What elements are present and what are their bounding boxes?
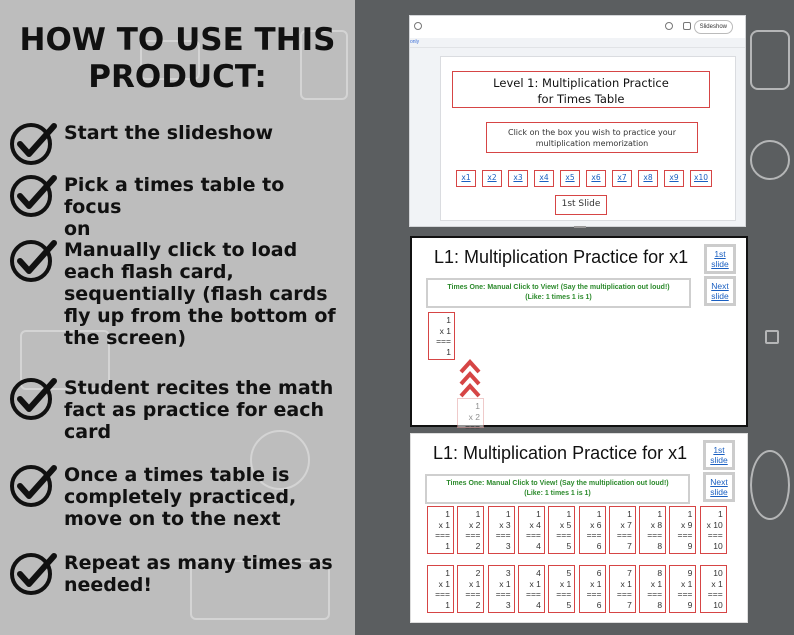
flash-card[interactable] — [548, 506, 575, 554]
flash-card-line: 10 — [713, 568, 723, 578]
flash-card-line: === — [465, 530, 481, 540]
flash-card-line: x 6 — [590, 519, 602, 530]
flash-card-line: 5 — [566, 599, 572, 610]
flash-card-line: === — [707, 530, 723, 540]
flash-card-line: x 1 — [438, 519, 450, 530]
step-text: Repeat as many times as needed! — [64, 552, 333, 596]
flash-card-line: === — [677, 589, 693, 599]
step-text: Pick a times table to focus on — [64, 174, 285, 240]
flash-card-line: 1 — [596, 509, 602, 519]
flash-card-line: 1 — [445, 540, 450, 551]
camera-icon[interactable] — [683, 22, 691, 30]
page-heading: HOW TO USE THIS PRODUCT: — [19, 22, 336, 95]
doodle-globe — [750, 450, 790, 520]
flash-card-line: === — [495, 530, 511, 540]
step-2 — [8, 172, 348, 240]
flash-card-line: === — [556, 589, 572, 599]
doodle-laptop — [750, 30, 790, 90]
flash-card-line: x 1 — [499, 578, 511, 589]
flashcard-slide-animating — [410, 236, 748, 432]
flash-card-line: x 1 — [620, 578, 632, 589]
flash-card-line: x 1 — [438, 578, 450, 589]
flash-card-line: === — [707, 589, 723, 599]
flash-card-line: 1 — [505, 509, 511, 519]
checkmark-circle-icon — [8, 375, 58, 421]
flash-card-line: 8 — [657, 599, 663, 610]
flash-card-line: x 4 — [529, 519, 541, 530]
flash-card-line: 2 — [475, 599, 481, 610]
flash-card-line: 5 — [566, 568, 572, 578]
times-table-button-x2[interactable]: x2 — [482, 170, 502, 187]
flash-card-line: 5 — [566, 540, 572, 551]
flash-card-line: 1 — [445, 509, 450, 519]
mode-tag: only — [410, 39, 420, 45]
flash-card-line: x 1 — [529, 578, 541, 589]
flash-card-line: 6 — [596, 599, 602, 610]
flash-card-line: === — [435, 589, 450, 599]
instructions-panel — [0, 0, 355, 635]
step-4 — [8, 375, 348, 443]
flash-card-line: 3 — [505, 568, 511, 578]
step-6 — [8, 550, 348, 596]
times-table-button-x9[interactable]: x9 — [664, 170, 684, 187]
flash-card-line: === — [616, 589, 632, 599]
home-icon[interactable] — [414, 22, 422, 30]
flash-card[interactable] — [669, 506, 696, 554]
flash-card-line: 1 — [717, 509, 723, 519]
flash-card-line: 9 — [687, 568, 693, 578]
flash-card-line: 1 — [627, 509, 632, 519]
flash-card-line: 8 — [657, 540, 663, 551]
step-text: Start the slideshow — [64, 122, 274, 144]
flash-card-line: 4 — [536, 540, 541, 551]
editor-ruler — [410, 38, 745, 48]
flash-card-line: === — [465, 589, 481, 599]
flash-card-line: 9 — [687, 540, 693, 551]
flash-card-line: 4 — [536, 568, 541, 578]
doodle-star — [765, 330, 779, 344]
instructions-box: Times One: Manual Click to View! (Say the multiplication out loud!) (Like: 1 times 1 is 1) — [425, 474, 690, 504]
editor-toolbar — [410, 16, 745, 38]
times-table-button-x7[interactable]: x7 — [612, 170, 632, 187]
flash-card-line: 1 — [445, 568, 450, 578]
flash-card[interactable] — [639, 565, 666, 613]
flash-card-line: 8 — [657, 568, 663, 578]
flash-card-line: 1 — [657, 509, 663, 519]
flash-card-line: x 7 — [620, 519, 632, 530]
step-text: Manually click to load each flash card, sequentially (flash cards fly up from the bottom of the screen) — [64, 239, 336, 349]
step-3 — [8, 237, 348, 349]
flash-card-line: 10 — [713, 540, 723, 551]
flash-card-line: x 1 — [681, 578, 693, 589]
flash-card-line: 3 — [505, 540, 511, 551]
flash-card[interactable] — [609, 506, 636, 554]
checkmark-circle-icon — [8, 237, 58, 283]
flash-card-line: x 10 — [706, 519, 723, 530]
flash-card-line: 1 — [475, 509, 481, 519]
flash-card-line: 2 — [475, 540, 481, 551]
next-slide-link[interactable]: Next slide — [704, 276, 736, 306]
slide-subtitle-box: Click on the box you wish to practice your multiplication memorization — [486, 122, 698, 153]
flash-card[interactable] — [669, 565, 696, 613]
flash-card[interactable] — [579, 506, 606, 554]
flash-card-line: === — [525, 530, 541, 540]
flash-card-line: 1 — [687, 509, 693, 519]
flash-card-line: 7 — [627, 599, 632, 610]
flash-card-line: === — [677, 530, 693, 540]
flash-card-line: x 1 — [590, 578, 602, 589]
first-slide-link[interactable]: 1st slide — [703, 440, 735, 470]
flash-card[interactable] — [639, 506, 666, 554]
slide-title: L1: Multiplication Practice for x1 — [433, 443, 688, 463]
times-table-button-x1[interactable]: x1 — [456, 170, 476, 187]
flash-card-line: 10 — [713, 599, 723, 610]
history-icon[interactable] — [665, 22, 673, 30]
flash-card[interactable] — [457, 506, 484, 554]
slide-canvas[interactable] — [440, 56, 736, 221]
flash-card-line: 2 — [475, 568, 481, 578]
flashcard-slide-complete — [410, 433, 748, 623]
flash-card-line: x 5 — [559, 519, 572, 530]
flash-card-line: === — [647, 589, 663, 599]
checkmark-circle-icon — [8, 550, 58, 596]
flash-card-line: 6 — [596, 540, 602, 551]
flash-card-line: === — [556, 530, 572, 540]
flash-card-line: x 1 — [650, 578, 663, 589]
flash-card-line: === — [495, 589, 511, 599]
step-1 — [8, 120, 348, 166]
slide-title-box: Level 1: Multiplication Practice for Times Table — [452, 71, 710, 108]
doodle-car — [750, 140, 790, 180]
flash-card-line: x 1 — [711, 578, 723, 589]
times-table-button-x8[interactable]: x8 — [638, 170, 658, 187]
times-table-button-x10[interactable]: x10 — [690, 170, 712, 187]
times-table-button-x6[interactable]: x6 — [586, 170, 606, 187]
times-table-button-x3[interactable]: x3 — [508, 170, 528, 187]
flash-card-line: 3 — [505, 599, 511, 610]
checkmark-circle-icon — [8, 462, 58, 508]
checkmark-circle-icon — [8, 172, 58, 218]
flash-card[interactable] — [518, 565, 545, 613]
flash-card-line: 6 — [596, 568, 602, 578]
next-slide-link[interactable]: Next slide — [703, 472, 735, 502]
flash-card-line: === — [586, 589, 602, 599]
flash-card-line: 7 — [627, 540, 632, 551]
flash-card-line: x 1 — [559, 578, 572, 589]
slide-title: L1: Multiplication Practice for x1 — [434, 247, 689, 267]
flash-card-line: 1 — [536, 509, 541, 519]
flash-card[interactable] — [427, 506, 454, 554]
flash-card[interactable] — [488, 565, 515, 613]
flash-card-rising[interactable]: 1 x 2 === — [457, 398, 484, 428]
flash-card[interactable] — [579, 565, 606, 613]
flash-card-line: 1 — [566, 509, 572, 519]
scroll-handle[interactable] — [574, 226, 586, 228]
times-table-button-x5[interactable]: x5 — [560, 170, 580, 187]
flash-card[interactable] — [609, 565, 636, 613]
step-text: Once a times table is completely practiced, move on to the next — [64, 464, 297, 530]
flash-card[interactable] — [548, 565, 575, 613]
times-table-button-x4[interactable]: x4 — [534, 170, 554, 187]
first-slide-button[interactable]: 1st Slide — [555, 195, 607, 215]
flash-card[interactable] — [700, 506, 727, 554]
chevron-up-arrows-icon — [459, 358, 481, 400]
flash-card-line: x 9 — [681, 519, 693, 530]
flash-card-line: === — [647, 530, 663, 540]
flash-card-line: === — [616, 530, 632, 540]
slideshow-button[interactable]: Slideshow — [694, 20, 733, 34]
flash-card-line: === — [435, 530, 450, 540]
flash-card-line: === — [525, 589, 541, 599]
editor-screenshot — [409, 15, 746, 227]
flash-card-line: === — [586, 530, 602, 540]
flash-card-line: x 3 — [499, 519, 511, 530]
flash-card-line: x 1 — [468, 578, 481, 589]
flash-card[interactable] — [518, 506, 545, 554]
step-5 — [8, 462, 348, 530]
flash-card[interactable] — [427, 565, 454, 613]
flash-card-line: 9 — [687, 599, 693, 610]
flash-card-line: x 8 — [650, 519, 663, 530]
checkmark-circle-icon — [8, 120, 58, 166]
flash-card-line: 1 — [445, 599, 450, 610]
flash-card[interactable] — [457, 565, 484, 613]
first-slide-link[interactable]: 1st slide — [704, 244, 736, 274]
flash-card-line: 4 — [536, 599, 541, 610]
flash-card[interactable]: 1 x 1 === 1 — [428, 312, 455, 360]
step-text: Student recites the math fact as practice for each card — [64, 377, 334, 443]
instructions-box: Times One: Manual Click to View! (Say the multiplication out loud!) (Like: 1 times 1 is 1) — [426, 278, 691, 308]
flash-card[interactable] — [700, 565, 727, 613]
flash-card-line: 7 — [627, 568, 632, 578]
flash-card-line: x 2 — [468, 519, 481, 530]
flash-card[interactable] — [488, 506, 515, 554]
